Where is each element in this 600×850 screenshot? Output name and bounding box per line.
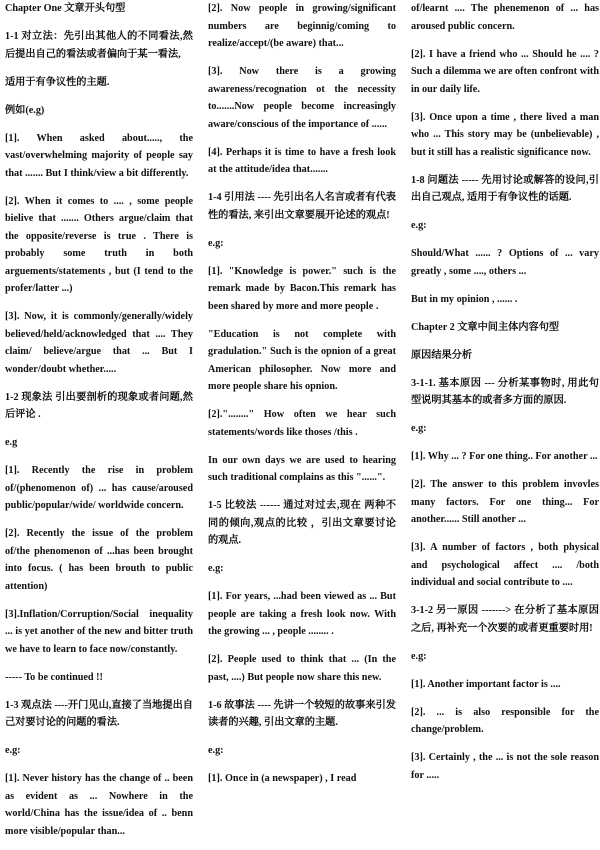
paragraph: [1]. Recently the rise in problem of/(phenomenon of) ... has cause/aroused public/popular/wide/ worldwide concern. xyxy=(5,465,193,511)
paragraph: [3].Inflation/Corruption/Social inequality ... is yet another of the new and bitter truth we have to learn to face now/constantly. xyxy=(5,608,193,655)
example-label: e.g: xyxy=(411,220,427,231)
paragraph: [3]. Now there is a growing awareness/recognation ot the necessity to.......Now people become increasingly aware/conscious of the importance of ...... xyxy=(208,66,396,130)
section-heading: 1-5 比较法 ------ 通过对过去,现在 两种不同的倾向,观点的比较 ，引出文章要讨论的观点. xyxy=(208,500,396,546)
paragraph: But in my opinion , ...... . xyxy=(411,293,518,305)
paragraph: [3]. Now, it is commonly/generally/widely believed/held/acknowledged that .... They claim/ believe/argue that ... But I wonder/doubt whether..... xyxy=(5,311,193,375)
section-heading: 1-1 对立法：先引出其他人的不同看法,然后提出自己的看法或者偏向于某一看法, xyxy=(5,31,193,60)
paragraph: [1]. Why ... ? For one thing.. For another ... xyxy=(411,451,598,462)
example-label: e.g: xyxy=(411,423,427,434)
paragraph: of/learnt .... The phenemenon of ... has aroused public concern. xyxy=(411,3,599,32)
paragraph: [3]. Once upon a time , there lived a man who ... This story may be (unbelievable) , but it still has a realistic significance now. xyxy=(411,111,599,158)
paragraph: [2]. I have a friend who ... Should he .... ? Such a dilemma we are often confront with in our daily life. xyxy=(411,48,599,95)
paragraph: [2]. Now people in growing/significant numbers are beginnig/coming to realize/accept/(be aware) that... xyxy=(208,3,396,49)
paragraph: [1]. Another important factor is .... xyxy=(411,678,561,690)
paragraph: [3]. A number of factors , both physical and psychological affect .... /both individual and social contribute to .... xyxy=(411,542,599,588)
paragraph: [1]. "Knowledge is power." such is the remark made by Bacon.This remark has been shared by more and more people . xyxy=(208,265,396,312)
example-label: e.g: xyxy=(411,650,427,662)
paragraph: In our own days we are used to hearing such traditional complains as this "......". xyxy=(208,454,396,483)
column-2 xyxy=(208,0,396,850)
paragraph: [2]. Recently the issue of the problem of/the phenomenon of ...has been brought into focus. ( has been brouth to public attention) xyxy=(5,528,193,592)
paragraph: [2]."........" How often we hear such statements/words like thoses /this . xyxy=(208,409,396,438)
example-label: e.g: xyxy=(5,745,21,756)
paragraph: [4]. Perhaps it is time to have a fresh look at the attitude/idea that....... xyxy=(208,146,396,175)
example-label: e.g xyxy=(5,437,18,448)
paragraph: [3]. Certainly , the ... is not the sole reason for ..... xyxy=(411,752,599,781)
paragraph: [1]. For years, ...had been viewed as ... But people are taking a fresh look now. With the growing ... , people ........ . xyxy=(208,591,396,637)
section-heading: 1-3 观点法 ----开门见山,直接了当地提出自己对要讨论的问题的看法. xyxy=(5,699,193,728)
section-heading: 1-4 引用法 ---- 先引出名人名言或者有代表性的看法, 来引出文章要展开论述的观点! xyxy=(208,192,396,221)
column-1 xyxy=(5,0,193,850)
section-heading: 3-1-2 另一原因 -------> 在分析了基本原因之后, 再补充一个次要的或者更重要时用! xyxy=(411,605,599,634)
section-heading: 1-8 问题法 ----- 先用讨论或解答的设问,引出自己观点, 适用于有争议性的话题. xyxy=(411,174,599,203)
paragraph: [2]. When it comes to .... , some people bielive that ....... Others argue/claim that the opposite/reverse is true . There is probably some truth in both arguements/statements , but (I tend to the profer/latter ...) xyxy=(5,195,193,294)
section-heading: 3-1-1. 基本原因 --- 分析某事物时, 用此句型说明其基本的或者多方面的原因. xyxy=(411,377,599,406)
chapter-heading: Chapter One 文章开头句型 xyxy=(5,3,126,14)
example-label: e.g: xyxy=(208,563,224,574)
chapter-heading: Chapter 2 文章中间主体内容句型 xyxy=(411,321,560,333)
paragraph: [2]. The answer to this problem invovles many factors. For one thing... For another...... Still another ... xyxy=(411,479,599,525)
paragraph: [2]. People used to think that ... (In the past, ....) But people now share this new. xyxy=(208,654,396,683)
paragraph: "Education is not complete with gradulation." Such is the opnion of a great American philosopher. Now more and more people share his opnion. xyxy=(208,328,396,392)
example-label: e.g: xyxy=(208,745,224,756)
section-heading: 1-6 故事法 ---- 先讲一个较短的故事来引发读者的兴趣, 引出文章的主题. xyxy=(208,699,396,728)
paragraph: 适用于有争议性的主题. xyxy=(5,76,110,88)
paragraph: ----- To be continued !! xyxy=(5,671,103,683)
paragraph: [2]. ... is also responsible for the change/problem. xyxy=(411,706,599,735)
paragraph: [1]. When asked about....., the vast/overwhelming majority of people say that ....... But I think/view a bit differently. xyxy=(5,132,193,179)
column-3 xyxy=(411,0,599,850)
subheading: 原因结果分析 xyxy=(411,349,473,361)
paragraph: [1]. Never history has the change of .. been as evident as ... Nowhere in the world/China has the issue/idea of .. benn more visible/popular than... xyxy=(5,773,193,837)
section-heading: 1-2 现象法 引出要剖析的现象或者问题,然后评论 . xyxy=(5,391,193,420)
example-label: 例如(e.g) xyxy=(5,104,45,116)
paragraph: [1]. Once in (a newspaper) , I read xyxy=(208,773,357,784)
example-label: e.g: xyxy=(208,237,224,249)
paragraph: Should/What ...... ? Options of ... vary greatly , some ...., others ... xyxy=(411,248,599,277)
